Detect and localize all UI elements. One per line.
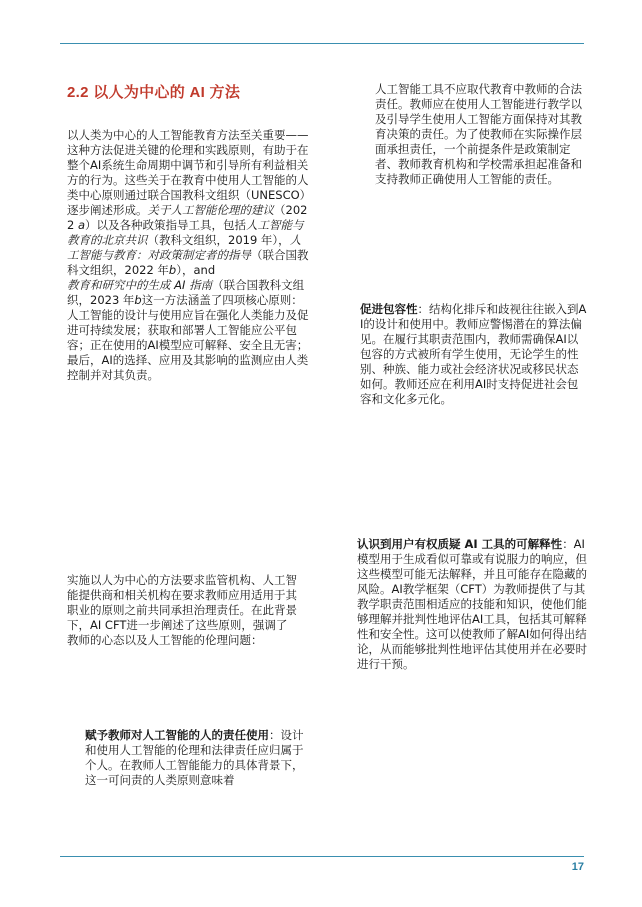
inclusion-label: 促进包容性	[360, 302, 418, 316]
citation-genai-guidance: 教育和研究中的生成 AI 指南	[67, 278, 213, 292]
explainability-label: 认识到用户有权质疑 AI 工具的可解释性	[357, 537, 563, 551]
teacher-responsibility-label: 赋予教师对人工智能的人的责任使用	[85, 728, 269, 742]
intro-paragraph	[67, 128, 310, 383]
citation-policy-guidance: 人工智能与教育：对政策制定者的指导	[67, 233, 302, 262]
page-number: 17	[571, 861, 584, 873]
intro-text-1: 以人类为中心的人工智能教育方法至关重要——这种方法促进关键的伦理和实践原则，有助于在整个AI系统生命周期中调节和引导所有利益相关方的行为。这些关于在教育中使用人工智能的人类中心原则通过联合国教科文组织（UNESCO）逐步阐述形成。	[67, 128, 309, 217]
intro-text-5: （联合国教科文组织，2022 年	[67, 248, 309, 277]
section-heading: 2.2 以人为中心的 AI 方法	[67, 84, 241, 101]
inclusion-body: ：结构化排斥和歧视往往嵌入到AI的设计和使用中。教师应警惕潜在的算法偏见。在履行其职责范围内，教师需确保AI以包容的方式被所有学生使用，无论学生的性别、种族、能力或社会经济状况或移民状态如何。教师还应在利用AI时支持促进社会包容和文化多元化。	[360, 302, 587, 406]
intro-text-3: ）以及各种政策指导工具，包括	[85, 218, 247, 232]
citation-ethics-recommendation: 关于人工智能伦理的建议	[147, 203, 274, 217]
explainability-paragraph	[357, 537, 587, 672]
intro-text-6: ），and	[176, 263, 216, 277]
top-rule	[60, 43, 584, 44]
implementation-paragraph: 实施以人为中心的方法要求监管机构、人工智能提供商和相关机构在要求教师应用适用于其职业的原则之前共同承担治理责任。在此背景下，AI CFT进一步阐述了这些原则，强调了教师的心态以及人工智能的伦理问题：	[67, 573, 297, 647]
inclusion-paragraph	[360, 302, 587, 407]
responsibility-continuation-paragraph: 人工智能工具不应取代教育中教师的合法责任。教师应在使用人工智能进行教学以及引导学生使用人工智能方面保持对其教育决策的责任。为了使教师在实际操作层面承担责任，一个前提条件是政策制定者、教师教育机构和学校需承担起准备和支持教师正确使用人工智能的责任。	[375, 82, 582, 186]
citation-beijing-consensus: 人工智能与教育的北京共识	[67, 218, 304, 247]
explainability-body: ：AI模型用于生成看似可靠或有说服力的响应，但这些模型可能无法解释，并且可能存在隐藏的风险。AI教学框架（CFT）为教师提供了与其教学职责范围相适应的技能和知识，使他们能够理解并批判性地评估AI工具，包括其可解释性和安全性。这可以使教师了解AI如何得出结论，从而能够批判性地评估其使用并在必要时进行干预。	[357, 537, 587, 671]
teacher-responsibility-body: ：设计和使用人工智能的伦理和法律责任应归属于个人。在教师人工智能能力的具体背景下，这一可问责的人类原则意味着	[85, 728, 304, 787]
intro-text-2: （2022	[67, 203, 308, 232]
teacher-responsibility-paragraph	[85, 728, 308, 788]
citation-4-suffix: b	[134, 293, 142, 307]
bottom-rule	[60, 856, 584, 857]
citation-1-suffix: a	[77, 218, 86, 232]
intro-text-7: （联合国教科文组织，2023 年	[67, 278, 305, 307]
intro-text-4: （教科文组织，2019 年），	[147, 233, 290, 247]
citation-3-suffix: b	[168, 263, 177, 277]
intro-text-8: 这一方法涵盖了四项核心原则：人工智能的设计与使用应旨在强化人类能力及促进可持续发展；获取和部署人工智能应公平包容；正在使用的AI模型应可解释、安全且无害；最后，AI的选择、应用及其影响的监测应由人类控制并对其负责。	[67, 293, 309, 382]
